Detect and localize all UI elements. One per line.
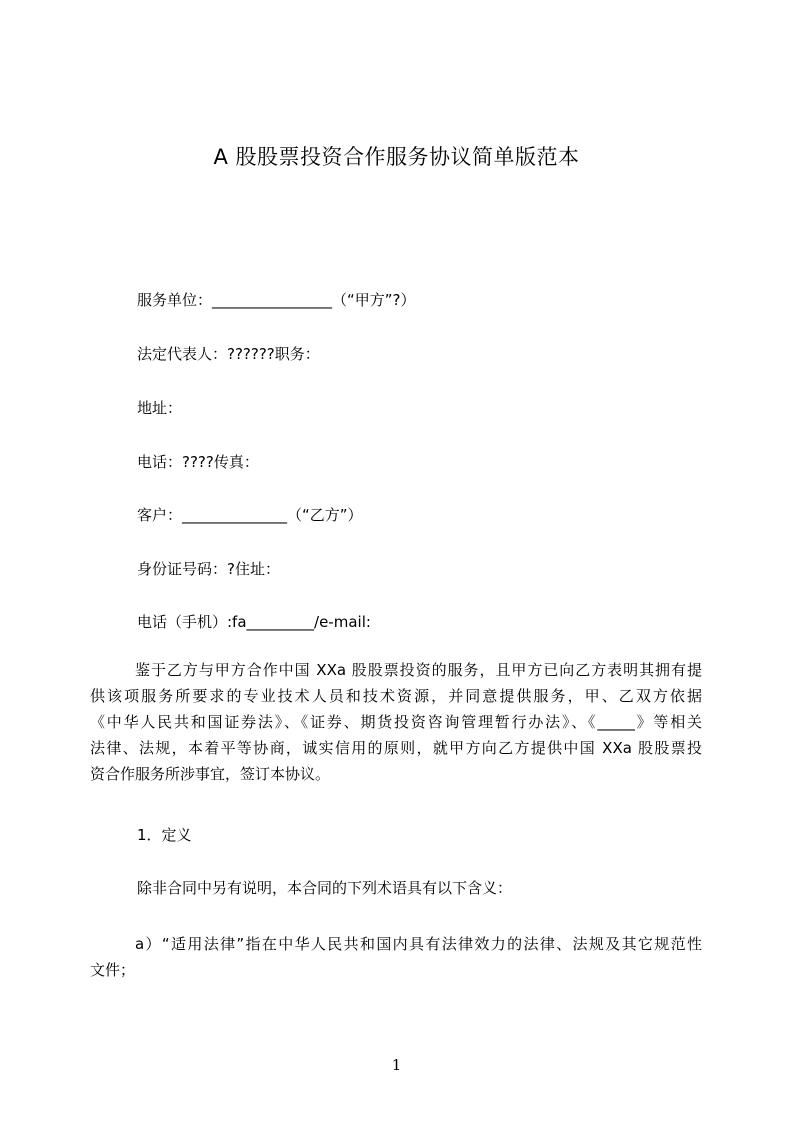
- definition-intro: 除非合同中另有说明，本合同的下列术语具有以下含义：: [137, 879, 513, 897]
- document-title: A 股股票投资合作服务协议简单版范本: [213, 145, 580, 169]
- preamble-row: 《中华人民共和国证券法》、《证券、期货投资咨询管理暂行办法》、《_____》等相关: [90, 713, 702, 731]
- preamble-paragraph: [90, 657, 702, 787]
- preamble-row: 鉴于乙方与甲方合作中国 XXa 股股票投资的服务，且甲方已向乙方表明其拥有提: [135, 661, 702, 679]
- section-heading-definitions: 1．定义: [137, 826, 192, 844]
- preamble-row: 资合作服务所涉事宜，签订本协议。: [90, 765, 331, 783]
- definition-a-row: 文件；: [90, 961, 136, 979]
- page-number: 1: [391, 1056, 402, 1074]
- definition-a-row: a）“适用法律”指在中华人民共和国内具有法律效力的法律、法规及其它规范性: [135, 935, 702, 953]
- id-number-address-line: 身份证号码：?住址：: [137, 560, 280, 578]
- client-line: 客户：______________（“乙方”）: [137, 506, 363, 524]
- service-provider-line: 服务单位：________________（“甲方”?）: [137, 291, 416, 309]
- definition-a-paragraph: [90, 931, 702, 983]
- preamble-row: 法律、法规，本着平等协商，诚实信用的原则，就甲方向乙方提供中国 XXa 股股票投: [90, 739, 702, 757]
- address-line: 地址：: [137, 399, 183, 417]
- preamble-row: 供该项服务所要求的专业技术人员和技术资源，并同意提供服务，甲、乙双方依据: [90, 687, 702, 705]
- legal-representative-line: 法定代表人：??????职务：: [137, 345, 320, 363]
- phone-fax-line: 电话：????传真：: [137, 453, 259, 471]
- mobile-email-line: 电话（手机）:fa_________/e-mail:: [137, 613, 371, 631]
